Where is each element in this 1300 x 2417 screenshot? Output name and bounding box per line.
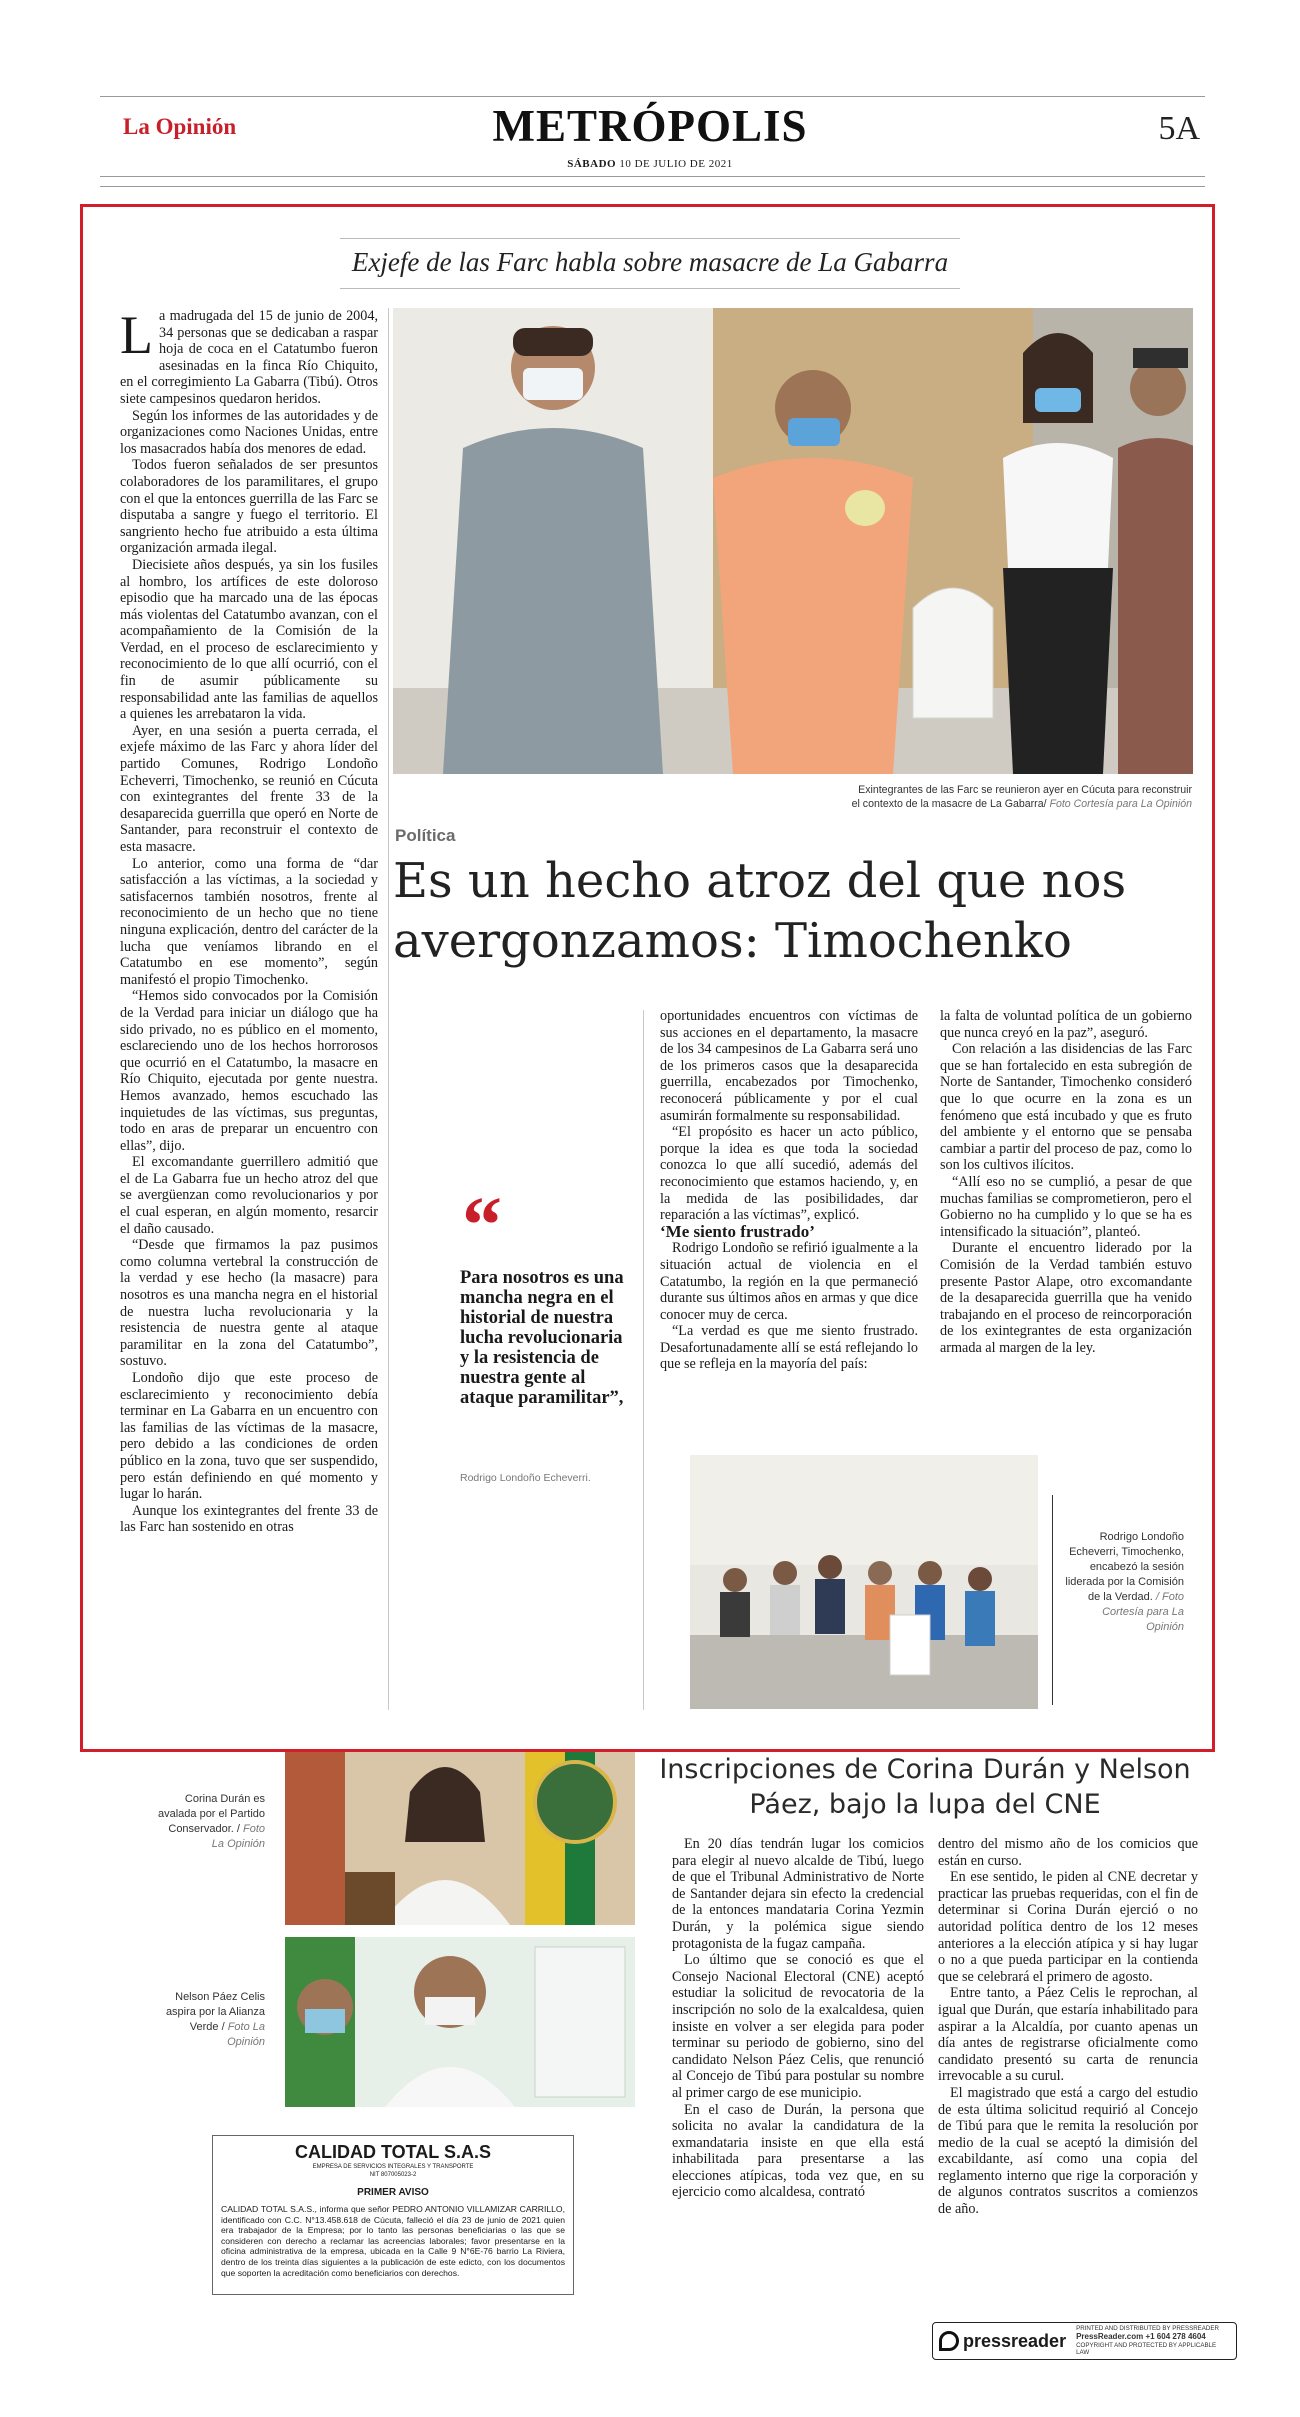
ad-subtitle: EMPRESA DE SERVICIOS INTEGRALES Y TRANSPORTE: [312, 2164, 474, 2170]
ad-body: CALIDAD TOTAL S.A.S., informa que señor PEDRO ANTONIO VILLAMIZAR CARRILLO, identificado con C.C. N°13.458.618 de Cúcuta, falleció el día 23 de junio de 2021 quien era trabajador de la Empresa; por lo tanto las personas beneficiarias o las que se consideren con derecho a reclamar las acreencias laborales; favor presentarse en la oficina administrativa de la empresa, ubicada en la Calle 9 N°6E-76 barrio La Riviera, dentro de los treinta días siguientes a la publicación de este edicto, con los documentos que soporten la acreditación como beneficiarios con derechos.: [221, 2204, 565, 2278]
meeting-photo-illustration: [393, 308, 1193, 774]
paragraph: Lo último que se conoció es que el Consejo Nacional Electoral (CNE) aceptó estudiar la solicitud de revocatoria de la inscripción no solo de la exalcaldesa, quien insiste en volver a ser elegida para poder terminar su periodo de gobierno, sino del candidato Nelson Páez Celis, que renunció al Concejo de Tibú para postular su nombre al primer cargo de ese municipio.: [672, 1952, 924, 2101]
dateline-day: SÁBADO: [567, 158, 617, 170]
legal-notice-ad: [212, 2135, 574, 2295]
paragraph: El magistrado que está a cargo del estudio de esta última solicitud requirió al Concejo de Tibú para que le remita la resolución por medio de la cual se aceptó la dimisión del excabildante, así como una copia del reglamento interno que rige la corporación y de algunos contratos suscritos a comienzos de año.: [938, 2084, 1198, 2218]
photo-credit: Foto La Opinión: [211, 1823, 265, 1850]
paragraph: Diecisiete años después, ya sin los fusiles al hombro, los artífices de este doloroso episodio que ha marcado una de las épocas más violentas del Catatumbo avanzan, con el acompañamiento de la Comisión de la Verdad, en el proceso de esclarecimiento y reconocimiento de lo que allí ocurrió, con el fin de asumir públicamente su responsabilidad ante las familias de aquellos a quienes les arrebataron la vida.: [120, 556, 378, 723]
lead-paragraph: La madrugada del 15 de junio de 2004, 34 personas que se dedicaban a raspar hoja de coca en el Catatumbo fueron asesinadas en la finca Río Chiquito, en el corregimiento La Gabarra (Tibú). Otros siete campesinos quedaron heridos.: [120, 308, 378, 407]
paragraph: En el caso de Durán, la persona que solicita no avalar la candidatura de la exmandataria insiste en que ella está inhabilitada para presentarse a las elecciones atípicas, toda vez que, en su ejercicio como alcaldesa, contrató: [672, 2101, 924, 2201]
column-divider: [643, 1010, 644, 1710]
paragraph: “Desde que firmamos la paz pusimos como columna vertebral la construcción de la verdad y ese hecho (la masacre) para nosotros es una mancha negra en el historial de nuestra lucha revolucionaria y la resistencia de nuestra gente al ataque paramilitar en la zona del Catatumbo”, sostuvo.: [120, 1237, 378, 1370]
section-title: METRÓPOLIS: [492, 101, 808, 151]
nelson-photo-caption: Nelson Páez Celis aspira por la Alianza Verde / Foto La Opinión: [165, 1991, 265, 2048]
article2-headline: Inscripciones de Corina Durán y Nelson Páez, bajo la lupa del CNE: [659, 1754, 1191, 1820]
pull-quote: Para nosotros es una mancha negra en el historial de nuestra lucha revolucionaria y la resistencia de nuestra gente al ataque paramilitar”,: [460, 1268, 624, 1408]
paragraph: Durante el encuentro liderado por la Comisión de la Verdad también estuvo presente Pastor Alape, otro excomandante de la desaparecida guerrilla que ha venido trabajando en el proceso de reincorporación de los exintegrantes de esta organización armada al margen de la ley.: [940, 1240, 1192, 1356]
quote-mark-icon: “: [462, 1182, 502, 1270]
article-rubric: Política: [395, 826, 456, 845]
photo-credit: Foto La Opinión: [227, 2021, 265, 2048]
paragraph: “La verdad es que me siento frustrado. Desafortunadamente allí se está reflejando lo que se refleja en la mayoría del país:: [660, 1323, 918, 1373]
paragraph: “Hemos sido convocados por la Comisión de la Verdad para iniciar un diálogo que ha sido privado, no es público en el momento, esclareciendo uno de los hechos horrorosos que ocurrió en el Catatumbo, la masacre en Río Chiquito, ejecutada por gente nuestra. Hemos avanzado, hemos escuchado las inquietudes de las víctimas, sus preguntas, todo en aras de preparar un encuentro con ellas”, dijo.: [120, 988, 378, 1154]
nelson-photo[interactable]: [285, 1937, 635, 2107]
article-column-3: [940, 1008, 1192, 1448]
paragraph: oportunidades encuentros con víctimas de sus acciones en el departamento, la masacre de los 34 campesinos de La Gabarra será uno de los primeros casos que la desaparecida guerrilla, encabezados por Timochenko, reconocerá públicamente y por el cual asumirán formalmente su responsabilidad.: [660, 1008, 918, 1124]
paragraph: Lo anterior, como una forma de “dar satisfacción a las víctimas, a la sociedad y satisfacernos también nosotros, frente al reconocimiento de un hecho que no tiene ninguna explicación, dentro del carácter de la lucha que veníamos librando en el Catatumbo en ese momento”, según manifestó el propio Timochenko.: [120, 855, 378, 988]
article2-column-2: [938, 1836, 1198, 2311]
paragraph: Con relación a las disidencias de las Farc que se han fortalecido en esta subregión de Norte de Santander, Timochenko consideró que lo que ocurre en la zona es un fenómeno que está incubado y que es fruto del ambiente y el entorno que se pensaba cambiar a partir del proceso de paz, como lo son los cultivos ilícitos.: [940, 1041, 1192, 1174]
article2-column-1: [672, 1836, 924, 2311]
portrait-photo-illustration: [285, 1752, 635, 1925]
main-photo[interactable]: [393, 308, 1193, 774]
dateline-date: 10 DE JULIO DE 2021: [619, 158, 733, 170]
portrait-photo-illustration: [285, 1937, 635, 2107]
paragraph: Ayer, en una sesión a puerta cerrada, el exjefe máximo de las Farc y ahora líder del partido Comunes, Rodrigo Londoño Echeverri, Timochenko, se reunió en Cúcuta con exintegrantes del frente 33 de la desaparecida guerrilla que operó en Norte de Santander, para reconstruir el contexto de esta masacre.: [120, 722, 378, 855]
paragraph: En 20 días tendrán lugar los comicios para elegir al nuevo alcalde de Tibú, luego de que el Tribunal Administrativo de Norte de Santander dejara sin efecto la credencial de la entonces mandataria Corina Yezmin Durán, y la polémica sigue siendo protagonista de la fugaz campaña.: [672, 1836, 924, 1952]
photo-credit: Foto Cortesía para La Opinión: [1049, 798, 1192, 810]
page-number: 5A: [1158, 110, 1200, 147]
masthead-rule: [100, 176, 1205, 177]
corina-photo-caption: Corina Durán es avalada por el Partido Conservador. / Foto La Opinión: [157, 1793, 265, 1850]
paragraph: “El propósito es hacer un acto público, porque la idea es que toda la sociedad conozca lo que allí sucedió, además del reconocimiento que estamos haciendo, y, en la medida de las posibilidades, dar reparación a las víctimas”, explicó.: [660, 1124, 918, 1224]
drop-cap: L: [120, 308, 153, 365]
pull-quote-attribution: Rodrigo Londoño Echeverri.: [460, 1472, 591, 1484]
pressreader-logo: pressreader: [939, 2331, 1066, 2352]
article-kicker: Exjefe de las Farc habla sobre masacre de La Gabarra: [340, 238, 960, 289]
paragraph: Según los informes de las autoridades y de organizaciones como Naciones Unidas, entre los masacrados había dos menores de edad.: [120, 407, 378, 457]
session-photo-illustration: [690, 1455, 1038, 1709]
paragraph: El excomandante guerrillero admitió que el de La Gabarra fue un hecho atroz del que se avergüenzan como revolucionarios y por el cual esperan, en algún momento, resarcir el daño causado.: [120, 1154, 378, 1237]
article-column-2: [660, 1008, 918, 1448]
ad-notice: PRIMER AVISO: [357, 2187, 429, 2198]
masthead-top-rule: [100, 96, 1205, 97]
session-photo[interactable]: [690, 1455, 1038, 1709]
paragraph: Londoño dijo que este proceso de esclarecimiento y reconocimiento debía terminar en La Gabarra en un encuentro con las familias de las víctimas de la masacre, pero debido a las condiciones de orden público en la zona, tuvo que ser suspendido, pero están definiendo en qué momento y lugar lo harán.: [120, 1370, 378, 1503]
caption-rule: [1052, 1495, 1053, 1705]
paragraph: “Allí eso no se cumplió, a pesar de que muchas familias se comprometieron, pero el Gobierno no ha cumplido y lo que se ha es intensificado la situación”, planteó.: [940, 1173, 1192, 1240]
ad-nit: NIT 807005023-2: [369, 2172, 417, 2178]
session-photo-caption: Rodrigo Londoño Echeverri, Timochenko, encabezó la sesión liderada por la Comisión de la Verdad. / Foto Cortesía para La Opinión: [1065, 1531, 1184, 1633]
photo-credit: / Foto Cortesía para La Opinión: [1102, 1591, 1184, 1633]
column-divider: [388, 308, 389, 1710]
paragraph: Todos fueron señalados de ser presuntos colaboradores de los paramilitares, el grupo con el que la entonces guerrilla de las Farc se disputaba a sangre y fuego el territorio. El sangriento hecho fue atribuido a esta última organización armada ilegal.: [120, 457, 378, 557]
masthead-rule-2: [100, 186, 1205, 187]
dateline: [0, 158, 1300, 170]
paragraph: dentro del mismo año de los comicios que están en curso.: [938, 1836, 1198, 1869]
paragraph: la falta de voluntad política de un gobierno que nunca creyó en la paz”, aseguró.: [940, 1008, 1192, 1041]
paragraph: Aunque los exintegrantes del frente 33 de las Farc han sostenido en otras: [120, 1502, 378, 1536]
paragraph: Rodrigo Londoño se refirió igualmente a la situación actual de violencia en el Catatumbo, la región en la que permaneció durante sus últimos años en armas y que dice conocer muy de cerca.: [660, 1240, 918, 1323]
pressreader-text: PRINTED AND DISTRIBUTED BY PRESSREADER PressReader.com +1 604 278 4604 COPYRIGHT AND PROTECTED BY APPLICABLE LAW: [1076, 2325, 1219, 2357]
main-photo-caption: Exintegrantes de las Farc se reunieron ayer en Cúcuta para reconstruir el contexto de la masacre de La Gabarra/ Foto Cortesía para La Opinión: [851, 784, 1192, 810]
paragraph: En ese sentido, le piden al CNE decretar y practicar las pruebas requeridas, con el fin de determinar si Corina Durán ejerció o no autoridad política dentro de los 12 meses anteriores a la elección atípica y si hay lugar o no a que pueda participar en la contienda que se celebrará el primero de agosto.: [938, 1869, 1198, 1985]
article-headline: Es un hecho atroz del que nos avergonzamos: Timochenko: [393, 853, 1127, 969]
paragraph: Entre tanto, a Páez Celis le reprochan, al igual que Durán, que estaría inhabilitado para aspirar a la Alcaldía, por cuanto apenas un día antes de registrarse oficialmente como candidato presentó su carta de renuncia irrevocable a su curul.: [938, 1985, 1198, 2085]
corina-photo[interactable]: [285, 1752, 635, 1925]
pressreader-badge[interactable]: [932, 2322, 1237, 2360]
pressreader-icon: [939, 2331, 959, 2351]
subhead: ‘Me siento frustrado’: [660, 1221, 815, 1241]
article-column-1: [120, 308, 378, 1710]
newspaper-logo[interactable]: La Opinión: [123, 114, 237, 139]
ad-title: CALIDAD TOTAL S.A.S: [294, 2142, 491, 2162]
